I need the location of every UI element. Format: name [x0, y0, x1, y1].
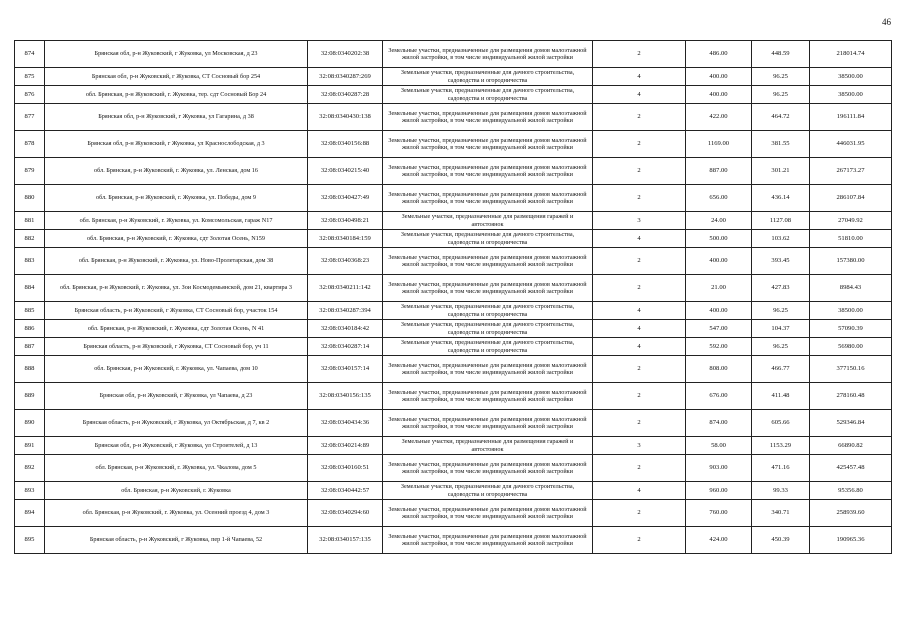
group-cell: 3 — [593, 437, 686, 455]
table-row — [15, 41, 892, 68]
area-cell: 400.00 — [686, 248, 752, 275]
address-cell: Брянская обл, р-н Жуковский, г Жуковка, ул Гагарина, д 38 — [45, 104, 308, 131]
table-row — [15, 131, 892, 158]
land-use-cell: Земельные участки, предназначенные для размещения домов малоэтажной жилой застройки, в том числе индивидуальной жилой застройки — [383, 131, 593, 158]
table-row — [15, 338, 892, 356]
specific-value-cell: 393.45 — [752, 248, 810, 275]
cadastral-number-cell: 32:08:0340202:38 — [308, 41, 383, 68]
cadastral-number-cell: 32:08:0340211:142 — [308, 275, 383, 302]
table-row — [15, 410, 892, 437]
specific-value-cell: 301.21 — [752, 158, 810, 185]
table-row — [15, 527, 892, 554]
row-number-cell: 889 — [15, 383, 45, 410]
row-number-cell: 890 — [15, 410, 45, 437]
land-use-cell: Земельные участки, предназначенные для размещения домов малоэтажной жилой застройки, в том числе индивидуальной жилой застройки — [383, 41, 593, 68]
address-cell: обл. Брянская, р-н Жуковский, г. Жуковка, ул. Зои Космодемьянской, дом 21, квартира 3 — [45, 275, 308, 302]
area-cell: 547.00 — [686, 320, 752, 338]
area-cell: 400.00 — [686, 302, 752, 320]
land-use-cell: Земельные участки, предназначенные для размещения домов малоэтажной жилой застройки, в том числе индивидуальной жилой застройки — [383, 185, 593, 212]
specific-value-cell: 450.39 — [752, 527, 810, 554]
row-number-cell: 877 — [15, 104, 45, 131]
address-cell: Брянская обл, р-н Жуковский, г Жуковка, СТ Сосновый бор 254 — [45, 68, 308, 86]
cadastral-number-cell: 32:08:0340287:269 — [308, 68, 383, 86]
land-use-cell: Земельные участки, предназначенные для дачного строительства, садоводства и огородничества — [383, 320, 593, 338]
table-row — [15, 86, 892, 104]
row-number-cell: 883 — [15, 248, 45, 275]
land-use-cell: Земельные участки, предназначенные для размещения домов малоэтажной жилой застройки, в том числе индивидуальной жилой застройки — [383, 410, 593, 437]
specific-value-cell: 381.55 — [752, 131, 810, 158]
area-cell: 486.00 — [686, 41, 752, 68]
address-cell: обл. Брянская, р-н Жуковский, г. Жуковка, ул. Победы, дом 9 — [45, 185, 308, 212]
cadastral-number-cell: 32:08:0340184:159 — [308, 230, 383, 248]
group-cell: 2 — [593, 158, 686, 185]
row-number-cell: 891 — [15, 437, 45, 455]
specific-value-cell: 1153.29 — [752, 437, 810, 455]
area-cell: 424.00 — [686, 527, 752, 554]
row-number-cell: 888 — [15, 356, 45, 383]
specific-value-cell: 340.71 — [752, 500, 810, 527]
row-number-cell: 892 — [15, 455, 45, 482]
group-cell: 3 — [593, 212, 686, 230]
cadastral-number-cell: 32:08:0340287:14 — [308, 338, 383, 356]
cadastral-number-cell: 32:08:0340287:28 — [308, 86, 383, 104]
row-number-cell: 880 — [15, 185, 45, 212]
table-row — [15, 158, 892, 185]
area-cell: 500.00 — [686, 230, 752, 248]
land-use-cell: Земельные участки, предназначенные для размещения домов малоэтажной жилой застройки, в том числе индивидуальной жилой застройки — [383, 248, 593, 275]
cadastral-number-cell: 32:08:0340214:89 — [308, 437, 383, 455]
specific-value-cell: 96.25 — [752, 338, 810, 356]
land-use-cell: Земельные участки, предназначенные для дачного строительства, садоводства и огородничества — [383, 302, 593, 320]
address-cell: обл. Брянская, р-н Жуковский, г. Жуковка, ул. Осенний проезд 4, дом 3 — [45, 500, 308, 527]
address-cell: обл. Брянская, р-н Жуковский, г. Жуковка, сдт Золотая Осень, N 41 — [45, 320, 308, 338]
specific-value-cell: 96.25 — [752, 68, 810, 86]
land-use-cell: Земельные участки, предназначенные для дачного строительства, садоводства и огородничества — [383, 482, 593, 500]
area-cell: 58.00 — [686, 437, 752, 455]
row-number-cell: 893 — [15, 482, 45, 500]
group-cell: 4 — [593, 302, 686, 320]
group-cell: 4 — [593, 68, 686, 86]
page-number: 46 — [882, 17, 891, 27]
specific-value-cell: 471.16 — [752, 455, 810, 482]
cadastral-value-cell: 38500.00 — [810, 302, 892, 320]
row-number-cell: 875 — [15, 68, 45, 86]
row-number-cell: 881 — [15, 212, 45, 230]
cadastral-value-cell: 529346.84 — [810, 410, 892, 437]
cadastral-number-cell: 32:08:0340498:21 — [308, 212, 383, 230]
address-cell: Брянская обл, р-н Жуковский, г Жуковка, ул Краснослободская, д 3 — [45, 131, 308, 158]
row-number-cell: 878 — [15, 131, 45, 158]
specific-value-cell: 104.37 — [752, 320, 810, 338]
cadastral-value-cell: 157380.00 — [810, 248, 892, 275]
cadastral-value-cell: 425457.48 — [810, 455, 892, 482]
cadastral-number-cell: 32:08:0340156:135 — [308, 383, 383, 410]
table-row — [15, 104, 892, 131]
table-row — [15, 185, 892, 212]
row-number-cell: 885 — [15, 302, 45, 320]
table-row — [15, 500, 892, 527]
cadastral-value-cell: 95356.80 — [810, 482, 892, 500]
cadastral-value-cell: 8984.43 — [810, 275, 892, 302]
address-cell: обл. Брянская, р-н Жуковский, г. Жуковка — [45, 482, 308, 500]
land-use-cell: Земельные участки, предназначенные для размещения домов малоэтажной жилой застройки, в том числе индивидуальной жилой застройки — [383, 356, 593, 383]
cadastral-number-cell: 32:08:0340157:135 — [308, 527, 383, 554]
group-cell: 2 — [593, 383, 686, 410]
group-cell: 4 — [593, 320, 686, 338]
row-number-cell: 879 — [15, 158, 45, 185]
land-use-cell: Земельные участки, предназначенные для размещения домов малоэтажной жилой застройки, в том числе индивидуальной жилой застройки — [383, 383, 593, 410]
cadastral-value-cell: 278160.48 — [810, 383, 892, 410]
area-cell: 656.00 — [686, 185, 752, 212]
cadastral-value-cell: 56980.00 — [810, 338, 892, 356]
area-cell: 874.00 — [686, 410, 752, 437]
group-cell: 2 — [593, 500, 686, 527]
table-row — [15, 383, 892, 410]
row-number-cell: 882 — [15, 230, 45, 248]
group-cell: 2 — [593, 248, 686, 275]
row-number-cell: 886 — [15, 320, 45, 338]
land-use-cell: Земельные участки, предназначенные для дачного строительства, садоводства и огородничества — [383, 86, 593, 104]
land-use-cell: Земельные участки, предназначенные для размещения домов малоэтажной жилой застройки, в том числе индивидуальной жилой застройки — [383, 455, 593, 482]
address-cell: Брянская обл, р-н Жуковский, г Жуковка, ул Московская, д 23 — [45, 41, 308, 68]
specific-value-cell: 96.25 — [752, 86, 810, 104]
cadastral-number-cell: 32:08:0340156:88 — [308, 131, 383, 158]
address-cell: Брянская область, р-н Жуковский, г Жуковка, пер 1-й Чапаева, 52 — [45, 527, 308, 554]
cadastral-value-cell: 38500.00 — [810, 68, 892, 86]
specific-value-cell: 103.62 — [752, 230, 810, 248]
cadastral-value-cell: 66890.82 — [810, 437, 892, 455]
table-row — [15, 68, 892, 86]
specific-value-cell: 448.59 — [752, 41, 810, 68]
cadastral-value-cell: 57090.39 — [810, 320, 892, 338]
land-use-cell: Земельные участки, предназначенные для дачного строительства, садоводства и огородничества — [383, 338, 593, 356]
table-row — [15, 482, 892, 500]
row-number-cell: 884 — [15, 275, 45, 302]
cadastral-value-cell: 218014.74 — [810, 41, 892, 68]
area-cell: 676.00 — [686, 383, 752, 410]
cadastral-value-cell: 38500.00 — [810, 86, 892, 104]
specific-value-cell: 427.83 — [752, 275, 810, 302]
group-cell: 2 — [593, 104, 686, 131]
specific-value-cell: 1127.08 — [752, 212, 810, 230]
area-cell: 422.00 — [686, 104, 752, 131]
address-cell: Брянская обл, р-н Жуковский, г Жуковка, ул Чапаева, д 23 — [45, 383, 308, 410]
cadastral-value-cell: 258939.60 — [810, 500, 892, 527]
row-number-cell: 895 — [15, 527, 45, 554]
cadastral-number-cell: 32:08:0340442:57 — [308, 482, 383, 500]
cadastral-number-cell: 32:08:0340160:51 — [308, 455, 383, 482]
row-number-cell: 876 — [15, 86, 45, 104]
area-cell: 903.00 — [686, 455, 752, 482]
area-cell: 760.00 — [686, 500, 752, 527]
address-cell: обл. Брянская, р-н Жуковский, г. Жуковка, ул. Чкалова, дом 5 — [45, 455, 308, 482]
cadastral-value-cell: 196111.84 — [810, 104, 892, 131]
table-row — [15, 356, 892, 383]
land-use-cell: Земельные участки, предназначенные для размещения домов малоэтажной жилой застройки, в том числе индивидуальной жилой застройки — [383, 275, 593, 302]
address-cell: обл. Брянская, р-н Жуковский, г. Жуковка, ул. Комсомольская, гараж N17 — [45, 212, 308, 230]
group-cell: 2 — [593, 455, 686, 482]
land-use-cell: Земельные участки, предназначенные для размещения домов малоэтажной жилой застройки, в том числе индивидуальной жилой застройки — [383, 104, 593, 131]
table-row — [15, 302, 892, 320]
cadastral-number-cell: 32:08:0340157:14 — [308, 356, 383, 383]
specific-value-cell: 96.25 — [752, 302, 810, 320]
group-cell: 2 — [593, 131, 686, 158]
table-row — [15, 320, 892, 338]
area-cell: 400.00 — [686, 86, 752, 104]
address-cell: обл. Брянская, р-н Жуковский, г. Жуковка, ул. Ново-Пролетарская, дом 38 — [45, 248, 308, 275]
area-cell: 592.00 — [686, 338, 752, 356]
table-row — [15, 455, 892, 482]
cadastral-value-cell: 190965.36 — [810, 527, 892, 554]
address-cell: Брянская обл, р-н Жуковский, г Жуковка, ул Строителей, д 13 — [45, 437, 308, 455]
specific-value-cell: 605.66 — [752, 410, 810, 437]
group-cell: 2 — [593, 356, 686, 383]
area-cell: 808.00 — [686, 356, 752, 383]
cadastral-value-cell: 27049.92 — [810, 212, 892, 230]
address-cell: обл. Брянская, р-н Жуковский, г. Жуковка, сдт Золотая Осень, N159 — [45, 230, 308, 248]
group-cell: 2 — [593, 527, 686, 554]
group-cell: 2 — [593, 410, 686, 437]
address-cell: обл. Брянская, р-н Жуковский, г. Жуковка, тер. сдт Сосновый Бор 24 — [45, 86, 308, 104]
cadastral-number-cell: 32:08:0340215:40 — [308, 158, 383, 185]
group-cell: 2 — [593, 41, 686, 68]
land-use-cell: Земельные участки, предназначенные для размещения домов малоэтажной жилой застройки, в том числе индивидуальной жилой застройки — [383, 158, 593, 185]
land-use-cell: Земельные участки, предназначенные для дачного строительства, садоводства и огородничества — [383, 230, 593, 248]
cadastral-number-cell: 32:08:0340184:42 — [308, 320, 383, 338]
land-use-cell: Земельные участки, предназначенные для размещения гаражей и автостоянок — [383, 437, 593, 455]
row-number-cell: 874 — [15, 41, 45, 68]
cadastral-value-cell: 446031.95 — [810, 131, 892, 158]
specific-value-cell: 466.77 — [752, 356, 810, 383]
cadastral-number-cell: 32:08:0340427:49 — [308, 185, 383, 212]
cadastral-value-cell: 267173.27 — [810, 158, 892, 185]
specific-value-cell: 411.48 — [752, 383, 810, 410]
land-use-cell: Земельные участки, предназначенные для размещения гаражей и автостоянок — [383, 212, 593, 230]
area-cell: 24.00 — [686, 212, 752, 230]
cadastral-number-cell: 32:08:0340294:60 — [308, 500, 383, 527]
group-cell: 2 — [593, 185, 686, 212]
area-cell: 960.00 — [686, 482, 752, 500]
cadastral-number-cell: 32:08:0340287:394 — [308, 302, 383, 320]
row-number-cell: 894 — [15, 500, 45, 527]
area-cell: 21.00 — [686, 275, 752, 302]
address-cell: Брянская область, р-н Жуковский, г Жуковка, СТ Сосновый бор, участок 154 — [45, 302, 308, 320]
group-cell: 2 — [593, 275, 686, 302]
area-cell: 400.00 — [686, 68, 752, 86]
cadastral-number-cell: 32:08:0340368:23 — [308, 248, 383, 275]
cadastral-value-cell: 377150.16 — [810, 356, 892, 383]
group-cell: 4 — [593, 86, 686, 104]
group-cell: 4 — [593, 338, 686, 356]
address-cell: обл. Брянская, р-н Жуковский, г. Жуковка, ул. Ленская, дом 16 — [45, 158, 308, 185]
specific-value-cell: 99.33 — [752, 482, 810, 500]
area-cell: 1169.00 — [686, 131, 752, 158]
land-use-cell: Земельные участки, предназначенные для размещения домов малоэтажной жилой застройки, в том числе индивидуальной жилой застройки — [383, 500, 593, 527]
cadastral-value-cell: 51810.00 — [810, 230, 892, 248]
cadastral-value-cell: 286107.84 — [810, 185, 892, 212]
cadastral-number-cell: 32:08:0340434:36 — [308, 410, 383, 437]
table-row — [15, 230, 892, 248]
address-cell: Брянская область, р-н Жуковский, г Жуковка, ул Октябрьская, д 7, кв 2 — [45, 410, 308, 437]
group-cell: 4 — [593, 482, 686, 500]
group-cell: 4 — [593, 230, 686, 248]
table-row — [15, 248, 892, 275]
table-row — [15, 212, 892, 230]
area-cell: 887.00 — [686, 158, 752, 185]
table-row — [15, 275, 892, 302]
cadastral-value-table — [14, 40, 892, 554]
land-use-cell: Земельные участки, предназначенные для размещения домов малоэтажной жилой застройки, в том числе индивидуальной жилой застройки — [383, 527, 593, 554]
row-number-cell: 887 — [15, 338, 45, 356]
address-cell: Брянская область, р-н Жуковский, г Жуковка, СТ Сосновый бор, уч 11 — [45, 338, 308, 356]
address-cell: обл. Брянская, р-н Жуковский, г. Жуковка, ул. Чапаева, дом 10 — [45, 356, 308, 383]
specific-value-cell: 464.72 — [752, 104, 810, 131]
specific-value-cell: 436.14 — [752, 185, 810, 212]
table-row — [15, 437, 892, 455]
cadastral-number-cell: 32:08:0340430:138 — [308, 104, 383, 131]
table-body — [15, 41, 892, 554]
land-use-cell: Земельные участки, предназначенные для дачного строительства, садоводства и огородничества — [383, 68, 593, 86]
